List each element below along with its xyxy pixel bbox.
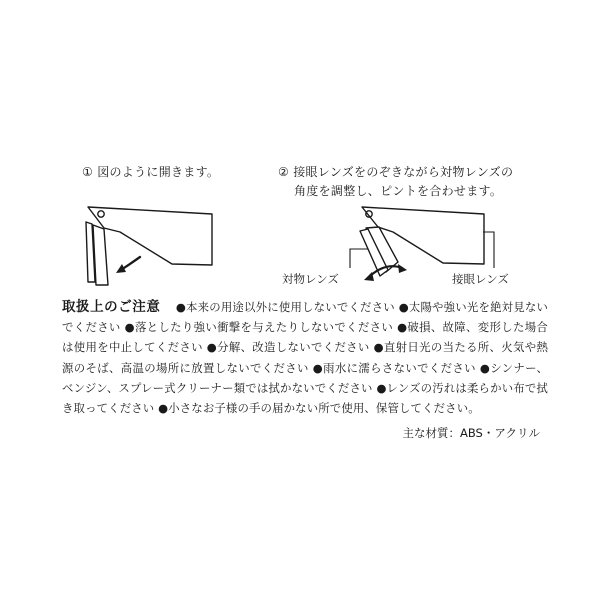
caution-item: ●分解、改造しないでください: [206, 340, 370, 355]
eyepiece-lens-label: 接眼レンズ: [452, 272, 509, 286]
caution-item: ●本来の用途以外に使用しないでください: [164, 300, 395, 314]
caution-item: ●シンナー、ベンジン、スプレー式クリーナー類では拭かないでください: [62, 360, 548, 395]
caution-section: [62, 297, 548, 418]
step-1-line-1: 図のように開きます。: [97, 165, 220, 179]
caution-item: ●落としたり強い衝撃を与えたりしないでください: [124, 320, 394, 335]
caution-item: ●レンズの汚れは柔らかい布で拭き取ってください: [62, 380, 548, 416]
step-2-number: ②: [278, 165, 290, 179]
step-2-line-2: 角度を調整し、ピントを合わせます。: [294, 184, 503, 198]
caution-item: ●小さなお子様の手の届かない所で使用、保管してください。: [158, 401, 480, 416]
caution-item: ●破損、故障、変形した場合は使用を中止してください: [62, 320, 548, 355]
step-1-number: ①: [82, 165, 94, 179]
material-label: 主な材質：ABS・アクリル: [402, 426, 540, 440]
caution-title: 取扱上のご注意: [62, 299, 161, 315]
caution-item: ●太陽や強い光を絶対見ないでください: [62, 300, 549, 335]
step-2-text-1: 接眼レンズをのぞきながら対物レンズの: [293, 165, 514, 179]
objective-lens-label: 対物レンズ: [282, 272, 339, 286]
caution-item: ●雨水に濡らさないでください: [312, 360, 476, 375]
caution-item: ●直射日光の当たる所、火気や熱源のそば、高温の場所に放置しないでください: [62, 340, 549, 375]
